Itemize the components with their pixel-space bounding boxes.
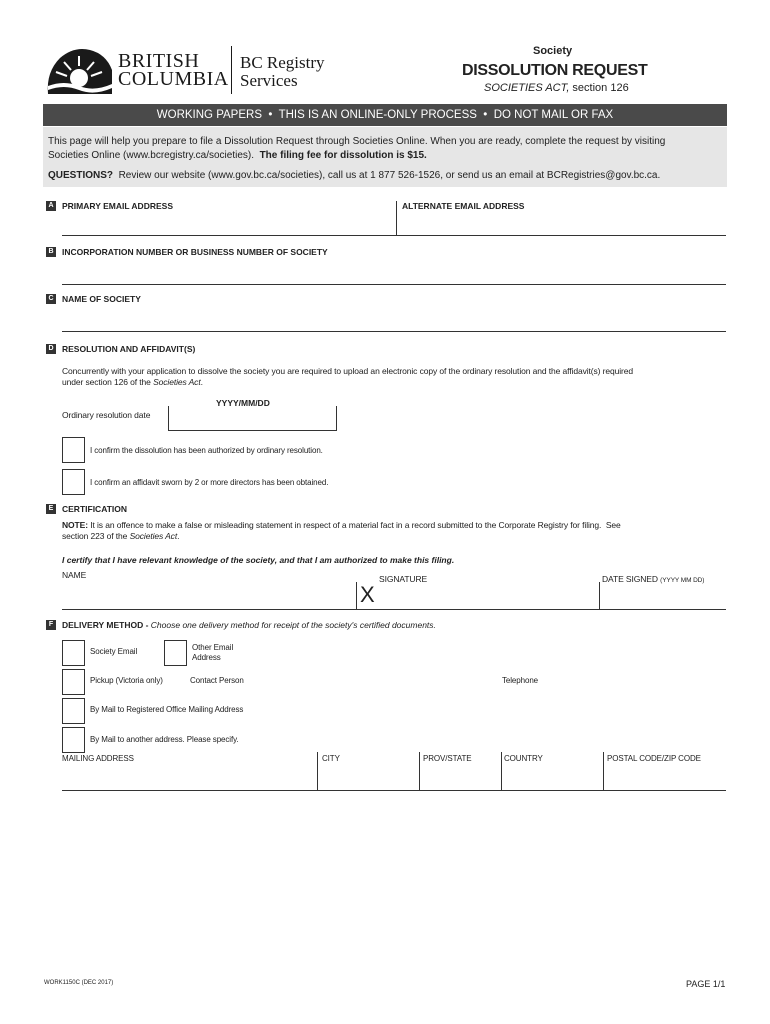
intro-line1: This page will help you prepare to file a Dissolution Request through Societies Online. When you are ready, complete the request by visiting <box>48 136 666 147</box>
resolution-date-underline <box>168 430 337 431</box>
act-section: section 126 <box>569 82 629 94</box>
date-signed-field[interactable] <box>600 582 726 608</box>
section-e-marker: E <box>46 504 56 514</box>
header-divider <box>231 46 232 94</box>
registered-office-label: By Mail to Registered Office Mailing Address <box>90 705 244 714</box>
resolution-desc-line1: Concurrently with your application to dissolve the society you are required to upload an electronic copy of the ordinary resolution and the affidavit(s) required <box>62 366 634 376</box>
act-reference <box>484 82 629 94</box>
signature-label: SIGNATURE <box>379 574 428 584</box>
form-category: Society <box>533 45 573 57</box>
other-email-label: Other Email Address <box>192 643 234 662</box>
pickup-label: Pickup (Victoria only) <box>90 676 163 685</box>
society-name-label: NAME OF SOCIETY <box>62 294 141 304</box>
signature-field[interactable] <box>357 582 599 608</box>
delivery-method-label <box>62 620 436 630</box>
act-name: SOCIETIES ACT, <box>484 82 570 94</box>
delivery-method-title: DELIVERY METHOD - <box>62 620 151 630</box>
date-signed-text: DATE SIGNED <box>602 574 658 584</box>
date-signed-left-border <box>599 582 600 609</box>
registry-name-line2: Services <box>240 71 298 90</box>
org-name-line1: BRITISH <box>118 50 200 72</box>
section-b-underline <box>62 284 726 285</box>
resolution-label: RESOLUTION AND AFFIDAVIT(S) <box>62 344 196 354</box>
contact-person-label: Contact Person <box>190 676 244 685</box>
certification-note <box>62 520 726 542</box>
intro-questions <box>48 169 724 183</box>
incorporation-number-label: INCORPORATION NUMBER OR BUSINESS NUMBER OF SOCIETY <box>62 247 328 257</box>
page-number: PAGE 1/1 <box>686 979 726 989</box>
resolution-date-label: Ordinary resolution date <box>62 410 151 420</box>
address-divider-4 <box>603 752 604 790</box>
telephone-label: Telephone <box>502 676 539 685</box>
note-line1 <box>62 520 726 531</box>
address-divider-1 <box>317 752 318 790</box>
country-label: COUNTRY <box>504 754 543 763</box>
intro-link-text: Societies Online (www.bcregistry.ca/societies). <box>48 150 260 161</box>
society-name-field[interactable] <box>62 305 726 330</box>
intro-text <box>48 135 724 183</box>
name-label: NAME <box>62 570 87 580</box>
form-code: WORK1150C (DEC 2017) <box>44 980 114 986</box>
note-line2 <box>62 531 726 542</box>
alternate-email-field[interactable] <box>398 212 724 234</box>
primary-email-label: PRIMARY EMAIL ADDRESS <box>62 201 173 211</box>
signature-x-mark: X <box>360 582 375 607</box>
country-field[interactable] <box>502 764 602 788</box>
mailing-address-field[interactable] <box>62 764 316 788</box>
certification-label: CERTIFICATION <box>62 504 128 514</box>
incorporation-number-field[interactable] <box>62 258 726 283</box>
intro-line2 <box>48 149 724 163</box>
delivery-method-instruction: Choose one delivery method for receipt of the society's certified documents. <box>150 620 436 630</box>
primary-email-field[interactable] <box>62 212 396 234</box>
resolution-desc-end: . <box>200 377 203 387</box>
telephone-field[interactable] <box>502 686 726 696</box>
questions-text: Review our website (www.gov.bc.ca/societies), call us at 1 877 526-1526, or send us an email at BCRegistries@gov.bc.ca. <box>113 170 661 181</box>
alternate-email-label: ALTERNATE EMAIL ADDRESS <box>402 201 525 211</box>
address-divider-3 <box>501 752 502 790</box>
confirm-affidavit-checkbox[interactable] <box>62 469 85 495</box>
filing-fee: The filing fee for dissolution is $15. <box>259 150 427 161</box>
societies-act-ref: Societies Act <box>153 377 201 387</box>
registry-name-line1: BC Registry <box>240 53 325 72</box>
resolution-desc-line2 <box>62 377 726 388</box>
note-societies-act: Societies Act <box>129 531 178 541</box>
prov-state-label: PROV/STATE <box>423 754 472 763</box>
working-papers-banner: WORKING PAPERS • THIS IS AN ONLINE-ONLY PROCESS • DO NOT MAIL OR FAX <box>43 104 727 126</box>
section-d-marker: D <box>46 344 56 354</box>
contact-person-field[interactable] <box>190 686 496 696</box>
society-email-label: Society Email <box>90 647 138 656</box>
section-a-marker: A <box>46 201 56 211</box>
confirm-resolution-checkbox[interactable] <box>62 437 85 463</box>
form-title: DISSOLUTION REQUEST <box>462 62 648 79</box>
signature-left-border <box>356 582 357 609</box>
section-c-marker: C <box>46 294 56 304</box>
resolution-description <box>62 366 726 388</box>
other-email-checkbox[interactable] <box>164 640 187 666</box>
note-label: NOTE: <box>62 520 88 530</box>
resolution-desc-prefix: under section 126 of the <box>62 377 154 387</box>
prov-state-field[interactable] <box>420 764 500 788</box>
section-c-underline <box>62 331 726 332</box>
mailing-address-label: MAILING ADDRESS <box>62 754 134 763</box>
resolution-date-left-border <box>168 406 169 430</box>
pickup-checkbox[interactable] <box>62 669 85 695</box>
bc-logo <box>44 44 114 96</box>
note-end: . <box>177 531 180 541</box>
confirm-affidavit-label: I confirm an affidavit sworn by 2 or more directors has been obtained. <box>90 478 329 487</box>
section-a-underline <box>62 235 726 236</box>
name-field[interactable] <box>62 582 356 608</box>
questions-label: QUESTIONS? <box>48 170 114 181</box>
certification-underline <box>62 609 726 610</box>
section-a-divider <box>396 201 397 235</box>
address-underline <box>62 790 726 791</box>
city-label: CITY <box>322 754 340 763</box>
resolution-date-right-border <box>336 406 337 430</box>
other-address-label: By Mail to another address. Please specify. <box>90 735 239 744</box>
registry-name <box>240 54 325 90</box>
resolution-date-field[interactable] <box>168 408 336 430</box>
city-field[interactable] <box>318 764 418 788</box>
section-b-marker: B <box>46 247 56 257</box>
date-format-hint: YYYY/MM/DD <box>216 398 270 408</box>
postal-code-field[interactable] <box>604 764 726 788</box>
section-f-marker: F <box>46 620 56 630</box>
bc-sun-logo-icon <box>44 44 114 96</box>
note-text: It is an offence to make a false or misleading statement in respect of a material fact in a record submitted to the Corporate Registry for filing. See <box>87 520 621 530</box>
date-signed-format: (YYYY MM DD) <box>660 577 705 584</box>
postal-code-label: POSTAL CODE/ZIP CODE <box>607 754 701 763</box>
org-name <box>118 52 229 88</box>
org-name-line2: COLUMBIA <box>118 68 229 90</box>
society-email-checkbox[interactable] <box>62 640 85 666</box>
confirm-resolution-label: I confirm the dissolution has been authorized by ordinary resolution. <box>90 446 323 455</box>
registered-office-checkbox[interactable] <box>62 698 85 724</box>
other-address-checkbox[interactable] <box>62 727 85 753</box>
note-section-prefix: section 223 of the <box>62 531 130 541</box>
certify-statement: I certify that I have relevant knowledge of the society, and that I am authorized to make this filing. <box>62 555 455 565</box>
address-divider-2 <box>419 752 420 790</box>
